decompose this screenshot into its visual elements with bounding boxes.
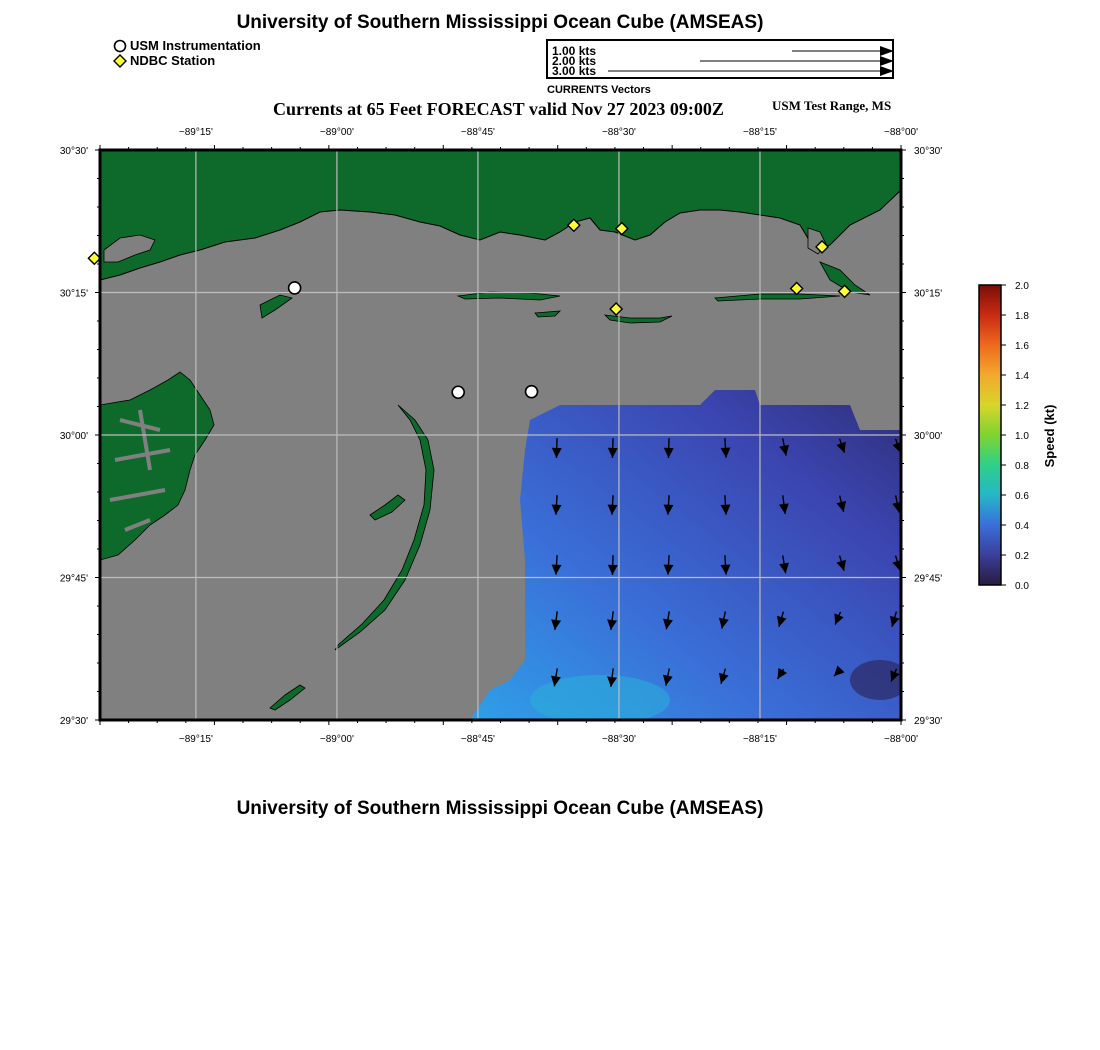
colorbar-tick-label: 0.2: [1015, 551, 1029, 562]
lat-label-left: 30°30': [59, 146, 88, 157]
vector-key-row-2: 2.00 kts: [552, 54, 597, 68]
forecast-subtitle: Currents at 65 Feet FORECAST valid Nov 27 2023 09:00Z: [273, 99, 724, 119]
lon-label-top: −88°15': [742, 127, 777, 138]
legend-ndbc-label: NDBC Station: [130, 53, 216, 68]
colorbar-tick-label: 1.0: [1015, 431, 1029, 442]
colorbar-tick-label: 1.8: [1015, 311, 1029, 322]
lat-label-left: 29°45': [59, 573, 88, 585]
usm-instrument-marker[interactable]: [526, 386, 538, 398]
colorbar-tick-label: 1.2: [1015, 401, 1029, 412]
vector-key-row-1: 1.00 kts: [552, 44, 597, 58]
lat-label-right: 30°15': [914, 288, 943, 300]
lon-label-top: −89°00': [319, 127, 354, 138]
lat-label-left: 30°15': [59, 288, 88, 300]
lat-label-right: 30°00': [914, 431, 943, 442]
lat-label-right: 29°45': [914, 573, 943, 585]
colorbar-tick-label: 1.4: [1015, 371, 1029, 382]
colorbar-tick-label: 0.0: [1015, 581, 1029, 592]
colorbar-tick-label: 1.6: [1015, 341, 1029, 352]
vector-key-caption: CURRENTS Vectors: [547, 84, 651, 96]
lon-label-bottom: −88°00': [884, 734, 918, 745]
lon-label-top: −88°00': [884, 127, 918, 138]
colorbar-ticks: [1001, 281, 1029, 592]
lon-label-top: −88°45': [460, 127, 495, 138]
lon-label-bottom: −88°15': [742, 734, 777, 745]
usm-instrument-marker[interactable]: [452, 386, 464, 398]
colorbar-tick-label: 2.0: [1015, 281, 1029, 292]
footer-title: University of Southern Mississippi Ocean Cube (AMSEAS): [236, 798, 764, 819]
legend-usm-label: USM Instrumentation: [130, 38, 261, 53]
lon-label-bottom: −89°15': [178, 734, 213, 745]
lon-label-top: −88°30': [601, 127, 636, 138]
lon-label-bottom: −88°45': [460, 734, 495, 745]
lat-label-left: 29°30': [59, 716, 88, 727]
lon-label-top: −89°15': [178, 127, 213, 138]
region-label: USM Test Range, MS: [772, 98, 892, 113]
usm-instrument-marker[interactable]: [289, 282, 301, 294]
lat-label-left: 30°00': [59, 431, 88, 442]
colorbar-title: Speed (kt): [1042, 404, 1057, 468]
colorbar-tick-label: 0.4: [1015, 521, 1029, 532]
lat-label-right: 30°30': [914, 146, 943, 157]
map-title: University of Southern Mississippi Ocean Cube (AMSEAS): [236, 12, 764, 33]
colorbar-tick-label: 0.6: [1015, 491, 1029, 502]
colorbar-tick-label: 0.8: [1015, 461, 1029, 472]
vector-key-row-3: 3.00 kts: [552, 64, 597, 78]
colorbar: [979, 285, 1001, 585]
lon-label-bottom: −89°00': [319, 734, 354, 745]
lat-label-right: 29°30': [914, 716, 943, 727]
lon-label-bottom: −88°30': [601, 734, 636, 745]
